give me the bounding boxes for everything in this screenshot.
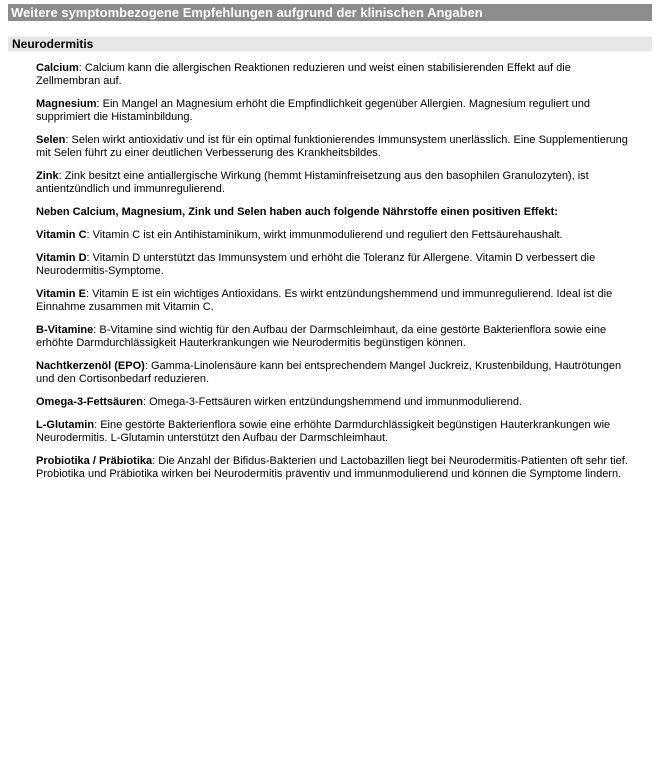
paragraph-text: Vitamin D unterstützt das Immunsystem und erhöht die Toleranz für Allergene. Vitamin D verbessert die Neurodermitis-Symptome. xyxy=(36,252,596,277)
paragraph-probiotika xyxy=(36,455,634,481)
paragraph-term: Omega-3-Fettsäuren xyxy=(36,396,143,408)
paragraph-separator: : xyxy=(65,134,72,146)
paragraph-separator: : xyxy=(78,62,85,74)
paragraph-separator: : xyxy=(86,229,93,241)
paragraph-text: Die Anzahl der Bifidus-Bakterien und Lactobazillen liegt bei Neurodermitis-Patienten oft sehr tief. Probiotika und Präbiotika wirken bei Neurodermitis präventiv und immunmodulierend und können die Symptome lindern. xyxy=(36,455,628,480)
paragraph-text: Selen wirkt antioxidativ und ist für ein optimal funktionierendes Immunsystem unerlässlich. Eine Supplementierung mit Selen führt zu einer deutlichen Verbesserung des Krankheitsbildes. xyxy=(36,134,628,159)
paragraph-separator: : xyxy=(152,455,159,467)
paragraph-separator: : xyxy=(93,324,100,336)
paragraph-term: Neben Calcium, Magnesium, Zink und Selen haben auch folgende Nährstoffe einen positiven Effekt: xyxy=(36,206,558,218)
paragraph-vitamin-e xyxy=(36,288,634,314)
paragraph-term: Vitamin E xyxy=(36,288,86,300)
paragraph-term: Vitamin C xyxy=(36,229,87,241)
paragraph-term: Selen xyxy=(36,134,66,146)
paragraph-term: Zink xyxy=(36,170,59,182)
paragraph-text: B-Vitamine sind wichtig für den Aufbau der Darmschleimhaut, da eine gestörte Bakterienflora sowie eine erhöhte Darmdurchlässigkeit Hauterkrankungen wie Neurodermitis begünstigen können. xyxy=(36,324,607,349)
paragraph-term: Nachtkerzenöl (EPO) xyxy=(36,360,145,372)
paragraph-intro-other-nutrients xyxy=(36,206,634,219)
paragraph-term: Vitamin D xyxy=(36,252,87,264)
paragraph-l-glutamin xyxy=(36,419,634,445)
paragraph-vitamin-d xyxy=(36,252,634,278)
paragraph-text: Gamma-Linolensäure kann bei entsprechendem Mangel Juckreiz, Krustenbildung, Hautrötungen und den Cortisonbedarf reduzieren. xyxy=(36,360,622,385)
paragraph-magnesium xyxy=(36,98,634,124)
paragraph-text: Eine gestörte Bakterienflora sowie eine erhöhte Darmdurchlässigkeit begünstigen Hauterkrankungen wie Neurodermitis. L-Glutamin unterstützt den Aufbau der Darmschleimhaut. xyxy=(36,419,611,444)
paragraph-text: Vitamin E ist ein wichtiges Antioxidans. Es wirkt entzündungshemmend und immunregulierend. Ideal ist die Einnahme zusammen mit Vitamin C. xyxy=(36,288,613,313)
paragraph-text: Calcium kann die allergischen Reaktionen reduzieren und weist einen stabilisierenden Effekt auf die Zellmembran auf. xyxy=(36,62,571,87)
paragraph-separator: : xyxy=(96,98,103,110)
recommendations-content xyxy=(0,51,660,481)
report-section-header: Weitere symptombezogene Empfehlungen aufgrund der klinischen Angaben xyxy=(8,4,652,21)
paragraph-term: Magnesium xyxy=(36,98,97,110)
paragraph-text: Omega-3-Fettsäuren wirken entzündungshemmend und immunmodulierend. xyxy=(149,396,523,408)
paragraph-selen xyxy=(36,134,634,160)
paragraph-term: B-Vitamine xyxy=(36,324,94,336)
paragraph-vitamin-c xyxy=(36,229,634,242)
paragraph-separator: : xyxy=(86,252,93,264)
paragraph-term: L-Glutamin xyxy=(36,419,95,431)
paragraph-separator: : xyxy=(58,170,65,182)
paragraph-text: Vitamin C ist ein Antihistaminikum, wirkt immunmodulierend und reguliert den Fettsäurehaushalt. xyxy=(92,229,563,241)
paragraph-separator: : xyxy=(144,360,151,372)
subsection-header-neurodermitis: Neurodermitis xyxy=(8,36,652,51)
paragraph-separator: : xyxy=(142,396,150,408)
paragraph-b-vitamine xyxy=(36,324,634,350)
paragraph-zink xyxy=(36,170,634,196)
paragraph-calcium xyxy=(36,62,634,88)
paragraph-separator: : xyxy=(85,288,93,300)
paragraph-omega-3 xyxy=(36,396,634,409)
paragraph-nachtkerzenoel xyxy=(36,360,634,386)
paragraph-separator: : xyxy=(94,419,101,431)
paragraph-term: Calcium xyxy=(36,62,79,74)
paragraph-text: Ein Mangel an Magnesium erhöht die Empfindlichkeit gegenüber Allergien. Magnesium reguliert und supprimiert die Histaminbildung. xyxy=(36,98,590,123)
paragraph-term: Probiotika / Präbiotika xyxy=(36,455,153,467)
paragraph-text: Zink besitzt eine antiallergische Wirkung (hemmt Histaminfreisetzung aus den basophilen Granulozyten), ist antientzündlich und immunregulierend. xyxy=(36,170,589,195)
